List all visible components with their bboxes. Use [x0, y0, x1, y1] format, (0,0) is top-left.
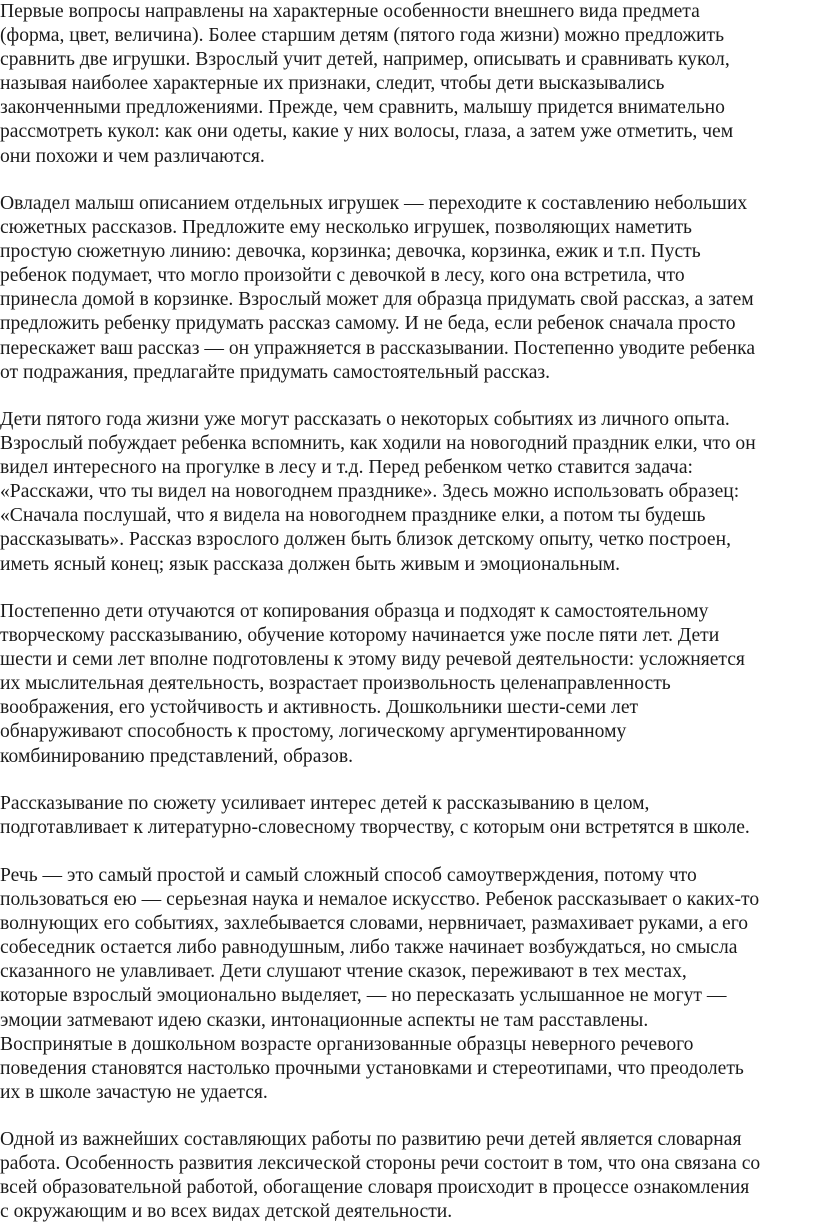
- text-line: Воспринятые в дошкольном возрасте организованные образцы неверного речевого: [0, 1033, 694, 1055]
- text-line: воображения, его устойчивость и активность. Дошкольники шести-семи лет: [0, 697, 639, 719]
- text-line: волнующих его событиях, захлебывается словами, нервничает, размахивает руками, а его: [0, 913, 749, 935]
- text-line: перескажет ваш рассказ — он упражняется в рассказывании. Постепенно уводите ребенка: [0, 337, 756, 359]
- text-line: видел интересного на прогулке в лесу и т.д. Перед ребенком четко ставится задача:: [0, 457, 694, 479]
- text-line: собеседник остается либо равнодушным, либо также начинает возбуждаться, но смысла: [0, 937, 738, 959]
- text-line: рассмотреть кукол: как они одеты, какие у них волосы, глаза, а затем уже отметить, чем: [0, 121, 734, 143]
- text-line: (форма, цвет, величина). Более старшим детям (пятого года жизни) можно предложить: [0, 25, 725, 47]
- text-line: пользоваться ею — серьезная наука и немалое искусство. Ребенок рассказывает о каких-то: [0, 889, 760, 911]
- paragraph-7: [0, 1128, 816, 1224]
- text-line: Рассказывание по сюжету усиливает интерес детей к рассказыванию в целом,: [0, 793, 650, 814]
- text-line: Овладел малыш описанием отдельных игрушек — переходите к составлению небольших: [0, 193, 748, 214]
- text-line: комбинированию представлений, образов.: [0, 745, 354, 767]
- text-line: их мыслительная деятельность, возрастает произвольность целенаправленность: [0, 673, 671, 695]
- text-line: поведения становятся настолько прочными установками и стереотипами, что преодолеть: [0, 1057, 744, 1079]
- text-line: простую сюжетную линию: девочка, корзинка; девочка, корзинка, ежик и т.п. Пусть: [0, 241, 701, 263]
- text-line: Первые вопросы направлены на характерные особенности внешнего вида предмета: [0, 1, 700, 22]
- paragraph-2: [0, 192, 816, 385]
- text-line: которые взрослый эмоционально выделяет, — но пересказать услышанное не могут —: [0, 985, 727, 1007]
- text-line: называя наиболее характерные их признаки, следит, чтобы дети высказывались: [0, 73, 665, 95]
- text-line: они похожи и чем различаются.: [0, 145, 265, 167]
- text-line: сказанного не улавливает. Дети слушают чтение сказок, переживают в тех местах,: [0, 961, 687, 983]
- text-line: Дети пятого года жизни уже могут рассказать о некоторых событиях из личного опыта.: [0, 409, 730, 430]
- text-line: «Сначала послушай, что я видела на новогоднем празднике елки, а потом ты будешь: [0, 505, 706, 527]
- text-line: творческому рассказыванию, обучение которому начинается уже после пяти лет. Дети: [0, 625, 720, 647]
- text-line: всей образовательной работой, обогащение словаря происходит в процессе ознакомления: [0, 1177, 750, 1199]
- paragraph-5: [0, 792, 816, 840]
- text-line: обнаруживают способность к простому, логическому аргументированному: [0, 721, 627, 743]
- text-line: Взрослый побуждает ребенка вспомнить, как ходили на новогодний праздник елки, что он: [0, 433, 756, 455]
- text-line: от подражания, предлагайте придумать самостоятельный рассказ.: [0, 361, 551, 383]
- text-line: подготавливает к литературно-словесному творчеству, с которым они встретятся в школе.: [0, 817, 750, 839]
- text-line: с окружающим и во всех видах детской деятельности.: [0, 1201, 453, 1223]
- text-line: шести и семи лет вполне подготовлены к этому виду речевой деятельности: усложняется: [0, 649, 745, 671]
- text-line: их в школе зачастую не удается.: [0, 1081, 268, 1103]
- text-line: законченными предложениями. Прежде, чем сравнить, малышу придется внимательно: [0, 97, 725, 119]
- text-line: предложить ребенку придумать рассказ самому. И не беда, если ребенок сначала просто: [0, 313, 736, 335]
- text-line: Речь — это самый простой и самый сложный способ самоутверждения, потому что: [0, 865, 697, 886]
- text-line: сравнить две игрушки. Взрослый учит детей, например, описывать и сравнивать кукол,: [0, 49, 730, 71]
- paragraph-1: [0, 0, 816, 169]
- text-line: принесла домой в корзинке. Взрослый может для образца придумать свой рассказ, а затем: [0, 289, 754, 311]
- text-line: ребенок подумает, что могло произойти с девочкой в лесу, кого она встретила, что: [0, 265, 685, 287]
- text-line: рассказывать». Рассказ взрослого должен быть близок детскому опыту, четко построен,: [0, 529, 731, 551]
- paragraph-6: [0, 864, 816, 1105]
- paragraph-4: [0, 600, 816, 769]
- text-line: Постепенно дети отучаются от копирования образца и подходят к самостоятельному: [0, 601, 709, 622]
- text-line: эмоции затмевают идею сказки, интонационные аспекты не там расставлены.: [0, 1009, 649, 1031]
- text-line: сюжетных рассказов. Предложите ему несколько игрушек, позволяющих наметить: [0, 217, 692, 239]
- text-line: иметь ясный конец; язык рассказа должен быть живым и эмоциональным.: [0, 553, 621, 575]
- paragraph-3: [0, 408, 816, 577]
- text-line: «Расскажи, что ты видел на новогоднем празднике». Здесь можно использовать образец:: [0, 481, 740, 503]
- text-line: работа. Особенность развития лексической стороны речи состоит в том, что она связана со: [0, 1153, 761, 1175]
- text-line: Одной из важнейших составляющих работы по развитию речи детей является словарная: [0, 1129, 742, 1150]
